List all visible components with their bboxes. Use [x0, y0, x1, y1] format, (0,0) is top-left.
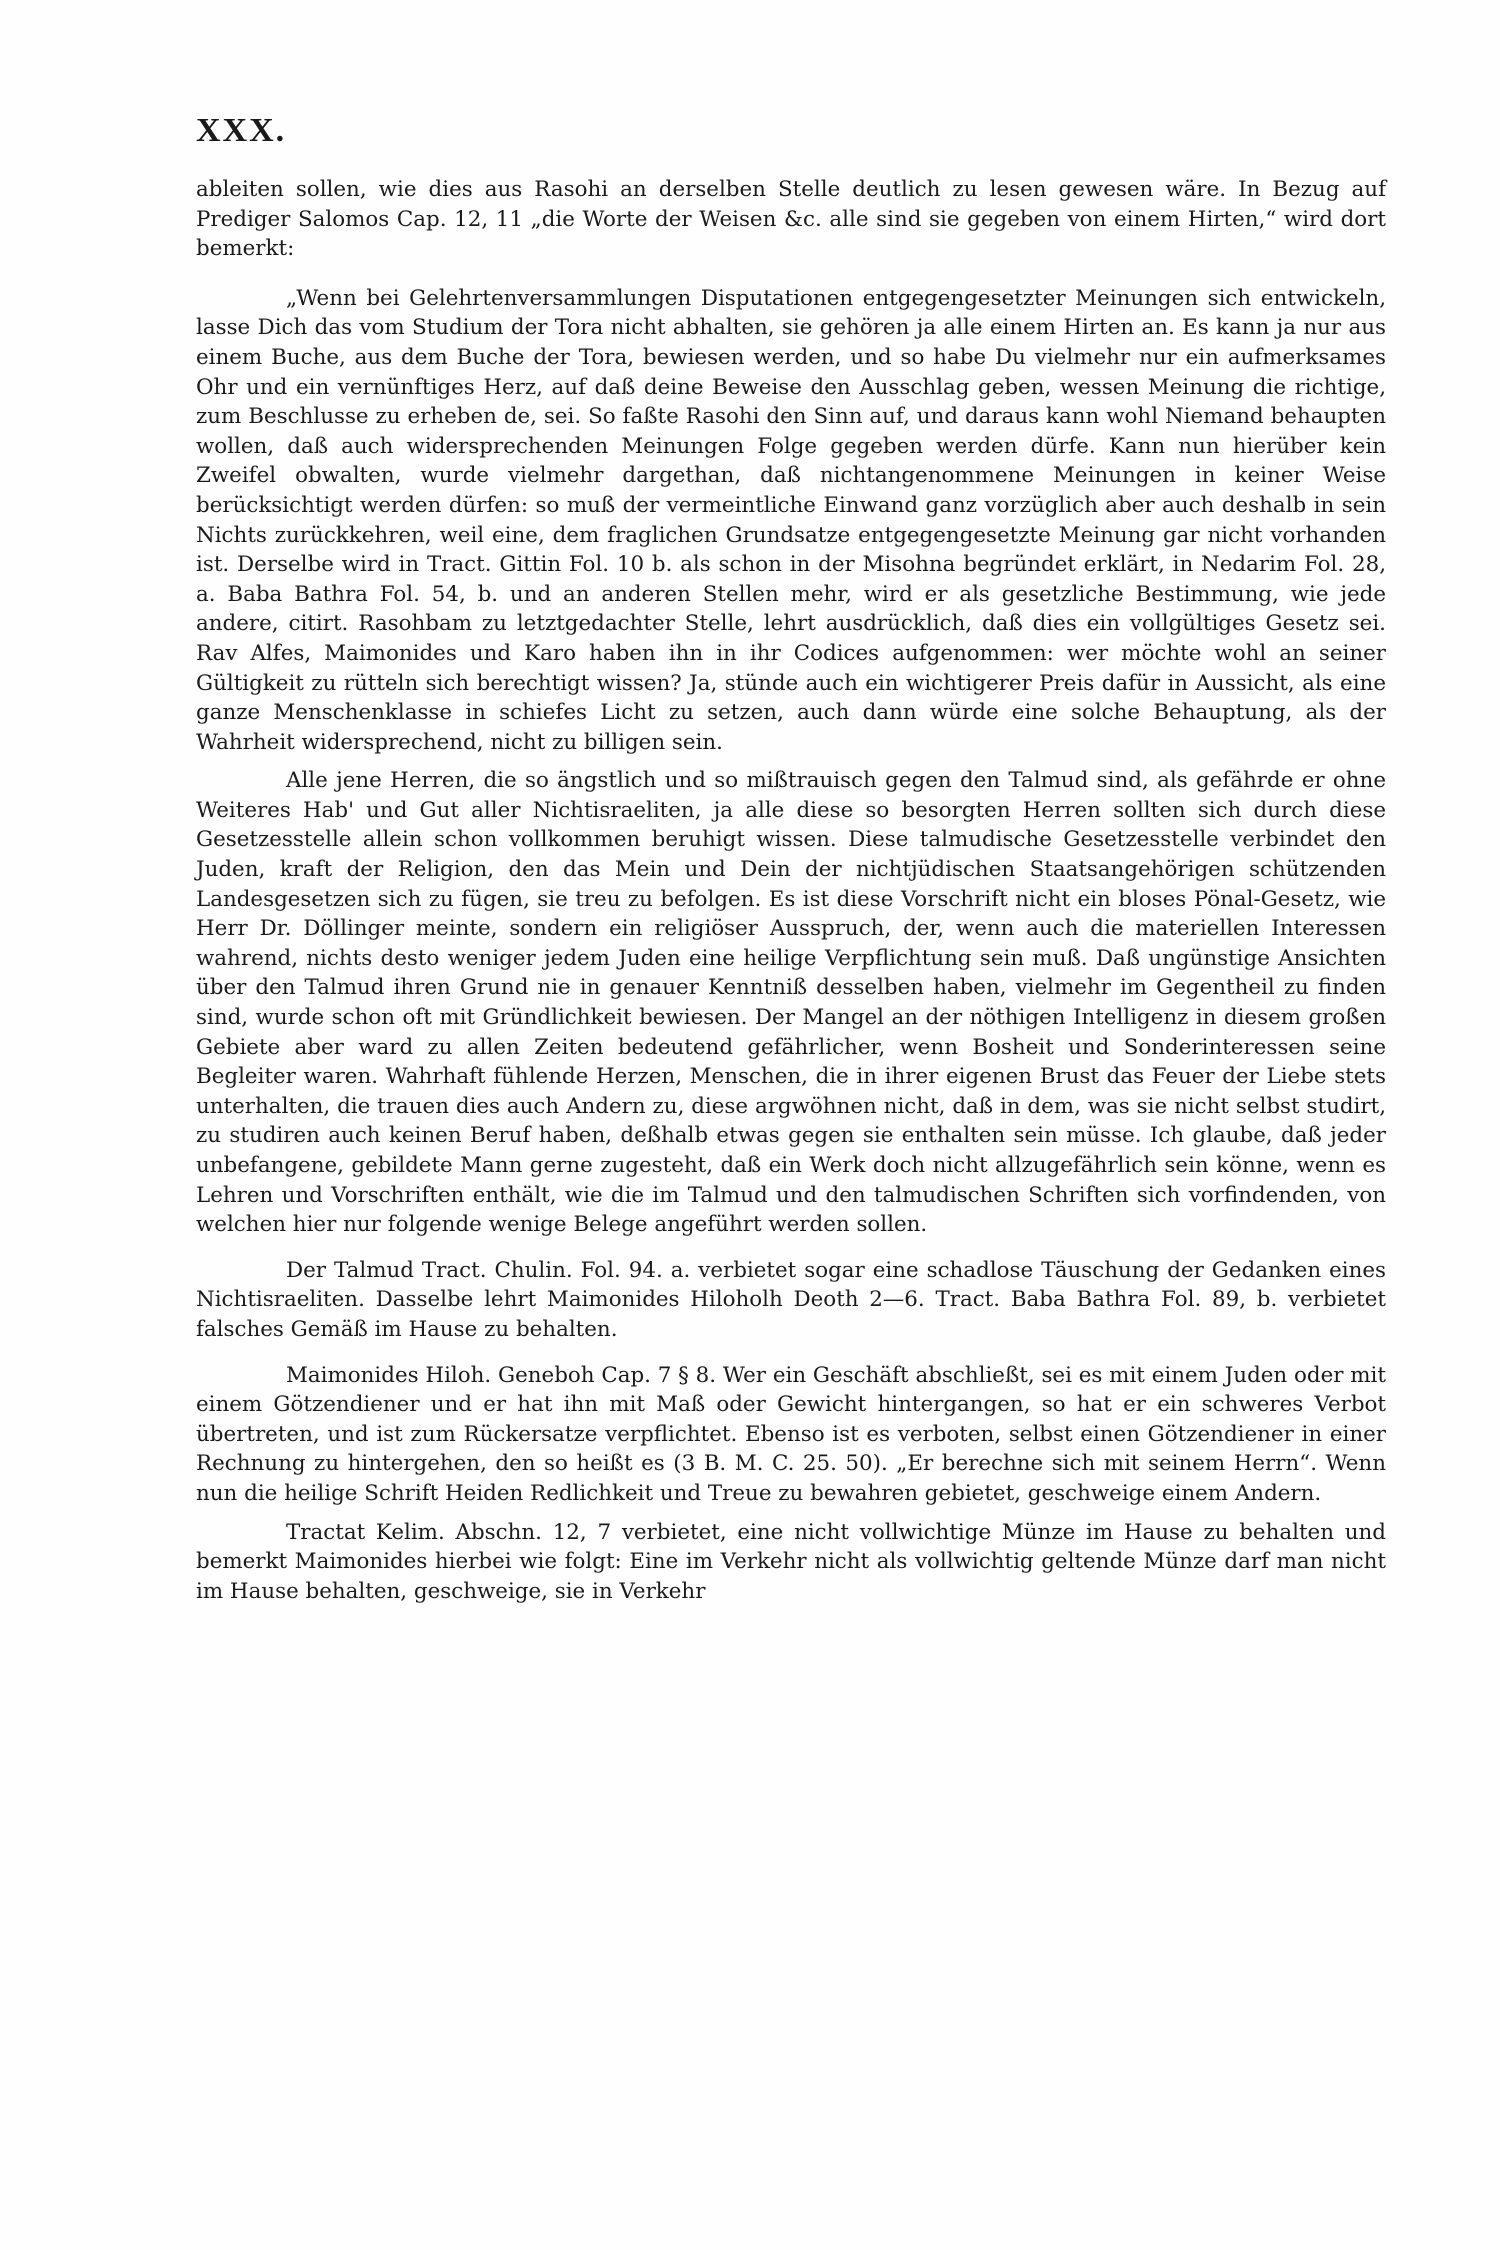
paragraph-talmud-defense: Alle jene Herren, die so ängstlich und so mißtrauisch gegen den Talmud sind, als gefährde er ohne Weiteres Hab' und Gut aller Nichtisraeliten, ja alle diese so besorgten Herren sollten sich durch diese Gesetzesstelle allein schon vollkommen beruhigt wissen. Diese talmudische Gesetzesstelle verbindet den Juden, kraft der Religion, den das Mein und Dein der nichtjüdischen Staatsangehörigen schützenden Landesgesetzen sich zu fügen, sie treu zu befolgen. Es ist diese Vorschrift nicht ein bloses Pönal-Gesetz, wie Herr Dr. Döllinger meinte, sondern ein religiöser Ausspruch, der, wenn auch die materiellen Interessen wahrend, nichts desto weniger jedem Juden eine heilige Verpflichtung sein muß. Daß ungünstige Ansichten über den Talmud ihren Grund nie in genauer Kenntniß desselben haben, vielmehr im Gegentheil zu finden sind, wurde schon oft mit Gründlichkeit bewiesen. Der Mangel an der nöthigen Intelligenz in diesem großen Gebiete aber ward zu allen Zeiten bedeutend gefährlicher, wenn Bosheit und Sonderinteressen seine Begleiter waren. Wahrhaft fühlende Herzen, Menschen, die in ihrer eigenen Brust das Feuer der Liebe stets unterhalten, die trauen dies auch Andern zu, diese argwöhnen nicht, daß in dem, was sie nicht selbst studirt, zu studiren auch keinen Beruf haben, deßhalb etwas gegen sie enthalten sein müsse. Ich glaube, daß jeder unbefangene, gebildete Mann gerne zugesteht, daß ein Werk doch nicht allzugefährlich sein könne, wenn es Lehren und Vorschriften enthält, wie die im Talmud und den talmudischen Schriften sich vorfindenden, von welchen hier nur folgende wenige Belege angeführt werden sollen.: [196, 768, 1386, 1238]
paragraph-continuation: ableiten sollen, wie dies aus Rasohi an derselben Stelle deutlich zu lesen gewesen wäre. In Bezug auf Prediger Salomos Cap. 12, 11 „die Worte der Weisen &c. alle sind sie gegeben von einem Hirten,“ wird dort bemerkt:: [196, 177, 1386, 262]
paragraph-chulin: Der Talmud Tract. Chulin. Fol. 94. a. verbietet sogar eine schadlose Täuschung der Gedanken eines Nichtisraeliten. Dasselbe lehrt Maimonides Hiloholh Deoth 2—6. Tract. Baba Bathra Fol. 89, b. verbietet falsches Gemäß im Hause zu behalten.: [196, 1257, 1386, 1342]
body-text: [196, 175, 1386, 1606]
page-number: XXX.: [196, 112, 287, 149]
paragraph-kelim: Tractat Kelim. Abschn. 12, 7 verbietet, eine nicht vollwichtige Münze im Hause zu behalten und bemerkt Maimonides hierbei wie folgt: Eine im Verkehr nicht als vollwichtig geltende Münze darf man nicht im Hause behalten, geschweige, sie in Verkehr: [196, 1519, 1386, 1604]
paragraph-maimonides: Maimonides Hiloh. Geneboh Cap. 7 § 8. Wer ein Geschäft abschließt, sei es mit einem Juden oder mit einem Götzendiener und er hat ihn mit Maß oder Gewicht hintergangen, so hat er ein schweres Verbot übertreten, und ist zum Rückersatze verpflichtet. Ebenso ist es verboten, selbst einen Götzendiener in einer Rechnung zu hintergehen, den so heißt es (3 B. M. C. 25. 50). „Er berechne sich mit seinem Herrn“. Wenn nun die heilige Schrift Heiden Redlichkeit und Treue zu bewahren gebietet, geschweige einem Andern.: [196, 1362, 1386, 1506]
paragraph-quotation: „Wenn bei Gelehrtenversammlungen Disputationen entgegengesetzter Meinungen sich entwickeln, lasse Dich das vom Studium der Tora nicht abhalten, sie gehören ja alle einem Hirten an. Es kann ja nur aus einem Buche, aus dem Buche der Tora, bewiesen werden, und so habe Du vielmehr nur ein aufmerksames Ohr und ein vernünftiges Herz, auf daß deine Beweise den Ausschlag geben, wessen Meinung die richtige, zum Beschlusse zu erheben de, sei. So faßte Rasohi den Sinn auf, und daraus kann wohl Niemand behaupten wollen, daß auch widersprechenden Meinungen Folge gegeben werden dürfe. Kann nun hierüber kein Zweifel obwalten, wurde vielmehr dargethan, daß nichtangenommene Meinungen in keiner Weise berücksichtigt werden dürfen: so muß der vermeintliche Einwand ganz vorzüglich aber auch deshalb in sein Nichts zurückkehren, weil eine, dem fraglichen Grundsatze entgegengesetzte Meinung gar nicht vorhanden ist. Derselbe wird in Tract. Gittin Fol. 10 b. als schon in der Misohna begründet erklärt, in Nedarim Fol. 28, a. Baba Bathra Fol. 54, b. und an anderen Stellen mehr, wird er als gesetzliche Bestimmung, wie jede andere, citirt. Rasohbam zu letztgedachter Stelle, lehrt ausdrücklich, daß dies ein vollgültiges Gesetz sei. Rav Alfes, Maimonides und Karo haben ihn in ihr Codices aufgenommen: wer möchte wohl an seiner Gültigkeit zu rütteln sich berechtigt wissen? Ja, stünde auch ein wichtigerer Preis dafür in Aussicht, als eine ganze Menschenklasse in schiefes Licht zu setzen, auch dann würde eine solche Behauptung, als der Wahrheit widersprechend, nicht zu billigen sein.: [196, 285, 1386, 755]
